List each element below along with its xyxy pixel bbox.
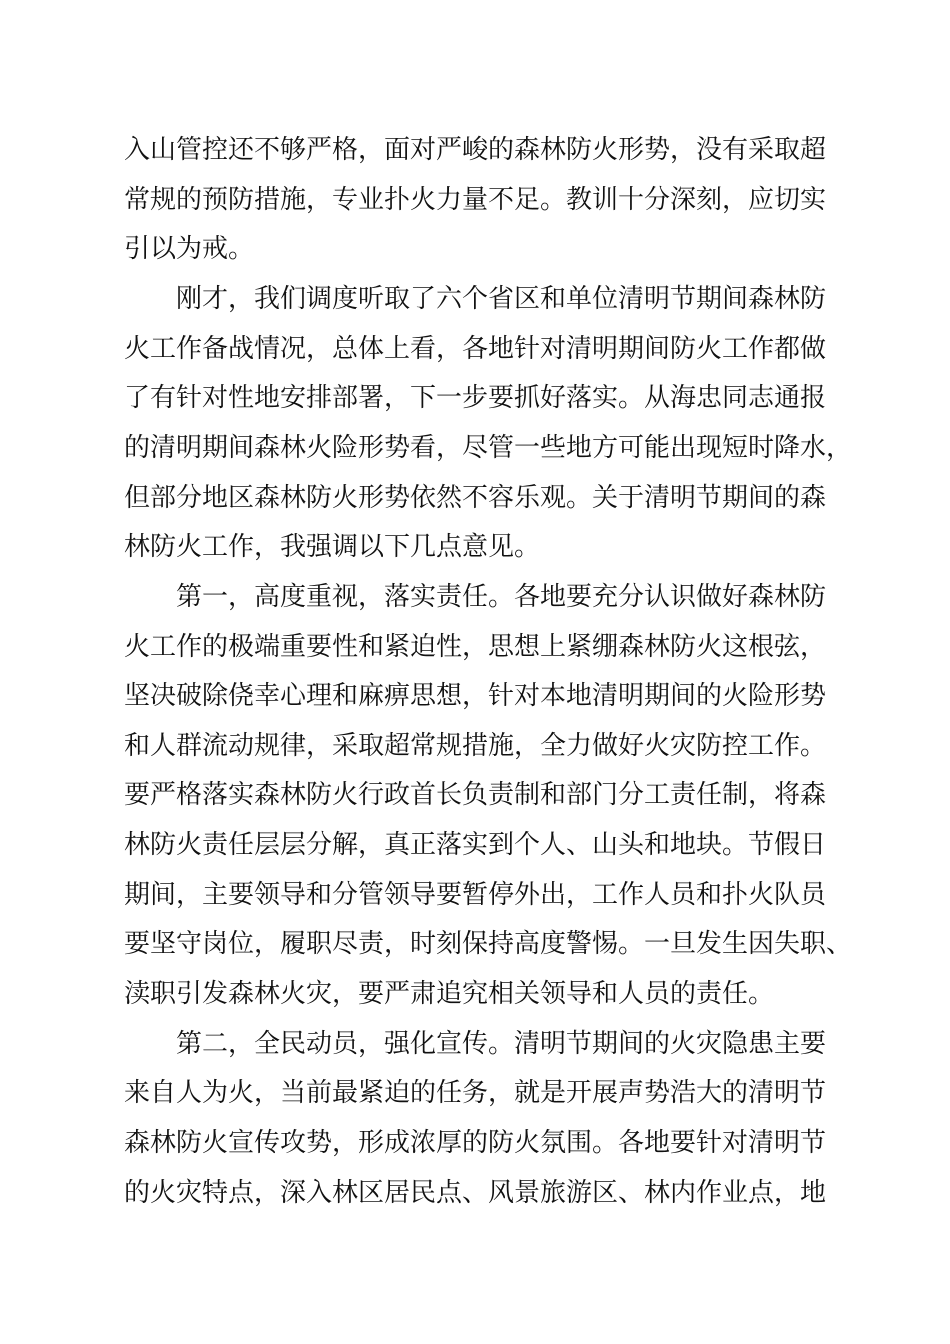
text-line: 常规的预防措施，专业扑火力量不足。教训十分深刻，应切实 bbox=[124, 185, 827, 215]
text-line: 来自人为火，当前最紧迫的任务，就是开展声势浩大的清明节 bbox=[124, 1078, 827, 1108]
text-line: 引以为戒。 bbox=[124, 234, 255, 264]
text-line: 坚决破除侥幸心理和麻痹思想，针对本地清明期间的火险形势 bbox=[124, 681, 827, 711]
text-line: 渎职引发森林火灾，要严肃追究相关领导和人员的责任。 bbox=[124, 979, 775, 1009]
text-line: 林防火责任层层分解，真正落实到个人、山头和地块。节假日 bbox=[124, 830, 827, 860]
text-line: 林防火工作，我强调以下几点意见。 bbox=[124, 532, 541, 562]
text-line: 和人群流动规律，采取超常规措施，全力做好火灾防控工作。 bbox=[124, 731, 827, 761]
text-line: 要严格落实森林防火行政首长负责制和部门分工责任制，将森 bbox=[124, 780, 827, 810]
text-line: 的清明期间森林火险形势看，尽管一些地方可能出现短时降水， bbox=[124, 433, 853, 463]
text-line: 入山管控还不够严格，面对严峻的森林防火形势，没有采取超 bbox=[124, 135, 827, 165]
paragraph-first-line: 第二，全民动员，强化宣传。清明节期间的火灾隐患主要 bbox=[176, 1029, 827, 1059]
text-line: 火工作的极端重要性和紧迫性，思想上紧绷森林防火这根弦， bbox=[124, 632, 827, 662]
text-line: 火工作备战情况，总体上看，各地针对清明期间防火工作都做 bbox=[124, 334, 827, 364]
text-line: 要坚守岗位，履职尽责，时刻保持高度警惕。一旦发生因失职、 bbox=[124, 929, 853, 959]
paragraph-first-line: 刚才，我们调度听取了六个省区和单位清明节期间森林防 bbox=[176, 284, 827, 314]
text-line: 期间，主要领导和分管领导要暂停外出，工作人员和扑火队员 bbox=[124, 880, 827, 910]
text-line: 了有针对性地安排部署，下一步要抓好落实。从海忠同志通报 bbox=[124, 383, 827, 413]
text-line: 森林防火宣传攻势，形成浓厚的防火氛围。各地要针对清明节 bbox=[124, 1128, 827, 1158]
text-line: 的火灾特点，深入林区居民点、风景旅游区、林内作业点，地 bbox=[124, 1178, 827, 1208]
paragraph-first-line: 第一，高度重视，落实责任。各地要充分认识做好森林防 bbox=[176, 582, 827, 612]
text-line: 但部分地区森林防火形势依然不容乐观。关于清明节期间的森 bbox=[124, 483, 827, 513]
